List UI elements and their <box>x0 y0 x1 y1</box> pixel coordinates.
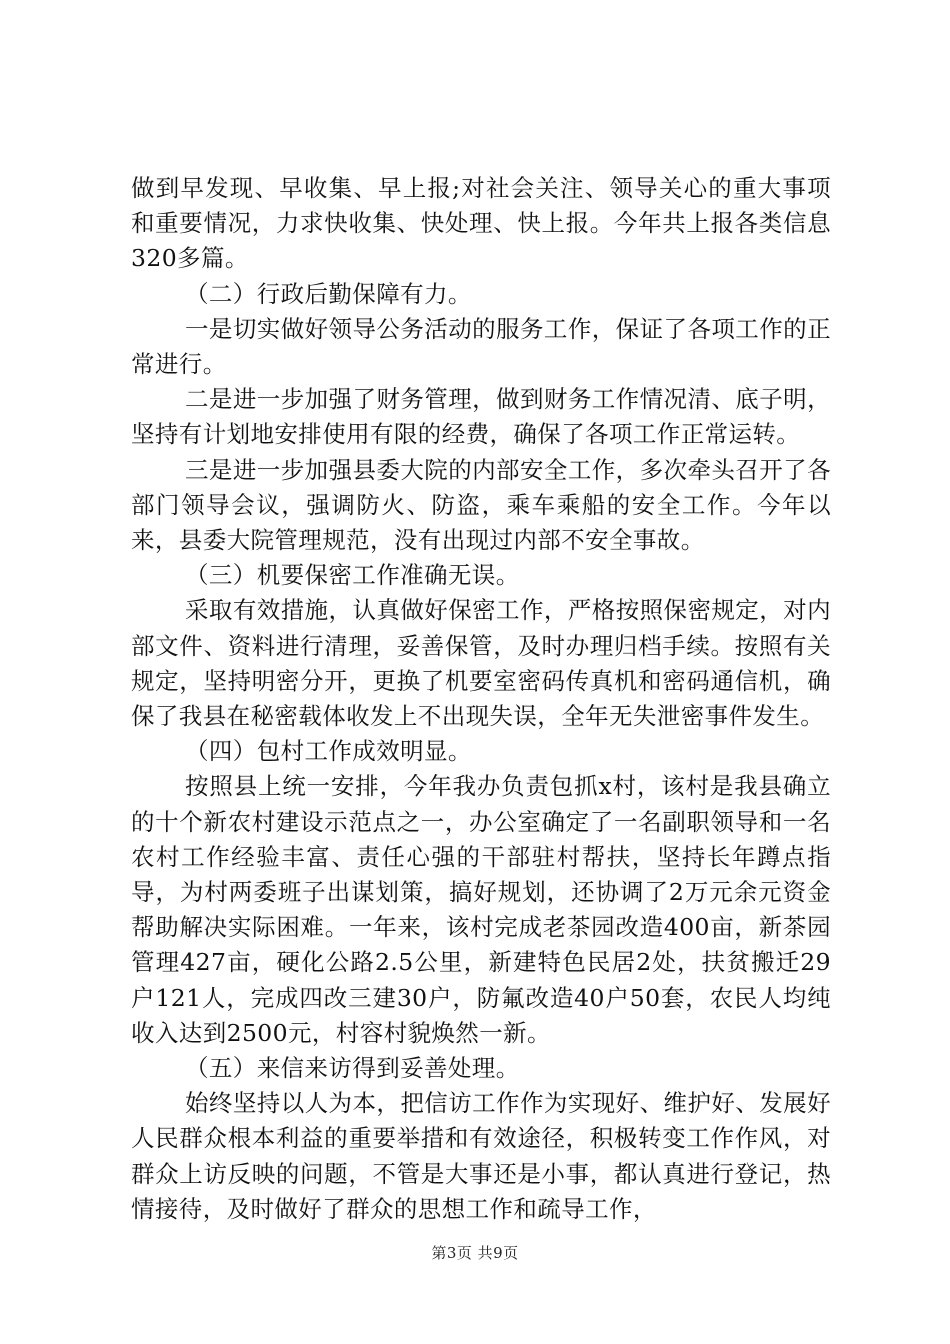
section-heading-confidentiality: （三）机要保密工作准确无误。 <box>185 561 520 590</box>
page-number-label: 第3页 共9页 <box>431 1244 519 1262</box>
paragraph-financial-management: 二是进一步加强了财务管理，做到财务工作情况清、底子明，坚持有计划地安排使用有限的经费，确保了各项工作正常运转。 <box>131 385 831 449</box>
section-heading-logistics: （二）行政后勤保障有力。 <box>185 279 472 308</box>
paragraph-petition-handling: 始终坚持以人为本，把信访工作作为实现好、维护好、发展好人民群众根本利益的重要举措和有效途径，积极转变工作作风，对群众上访反映的问题，不管是大事还是小事，都认真进行登记，热情接待，及时做好了群众的思想工作和疏导工作， <box>131 1089 831 1223</box>
page-footer <box>0 1242 950 1263</box>
paragraph-confidentiality-measures: 采取有效措施，认真做好保密工作，严格按照保密规定，对内部文件、资料进行清理，妥善保管，及时办理归档手续。按照有关规定，坚持明密分开，更换了机要室密码传真机和密码通信机，确保了我县在秘密载体收发上不出现失误，全年无失泄密事件发生。 <box>131 596 831 731</box>
paragraph-leadership-service: 一是切实做好领导公务活动的服务工作，保证了各项工作的正常进行。 <box>131 314 831 379</box>
paragraph-continued-info-report: 做到早发现、早收集、早上报;对社会关注、领导关心的重大事项和重要情况，力求快收集、快处理、快上报。今年共上报各类信息320多篇。 <box>131 174 831 273</box>
section-heading-village-work: （四）包村工作成效明显。 <box>185 737 472 766</box>
section-heading-petitions: （五）来信来访得到妥善处理。 <box>185 1054 520 1083</box>
document-body <box>131 171 831 1227</box>
paragraph-village-work-details: 按照县上统一安排，今年我办负责包抓x村，该村是我县确立的十个新农村建设示范点之一，办公室确定了一名副职领导和一名农村工作经验丰富、责任心强的干部驻村帮扶，坚持长年蹲点指导，为村两委班子出谋划策，搞好规划，还协调了2万元余元资金帮助解决实际困难。一年来，该村完成老茶园改造400亩，新茶园管理427亩，硬化公路2.5公里，新建特色民居2处，扶贫搬迁29户121人，完成四改三建30户，防氟改造40户50套，农民人均纯收入达到2500元，村容村貌焕然一新。 <box>131 772 831 1047</box>
paragraph-internal-security: 三是进一步加强县委大院的内部安全工作，多次牵头召开了各部门领导会议，强调防火、防盗，乘车乘船的安全工作。今年以来，县委大院管理规范，没有出现过内部不安全事故。 <box>131 455 831 555</box>
